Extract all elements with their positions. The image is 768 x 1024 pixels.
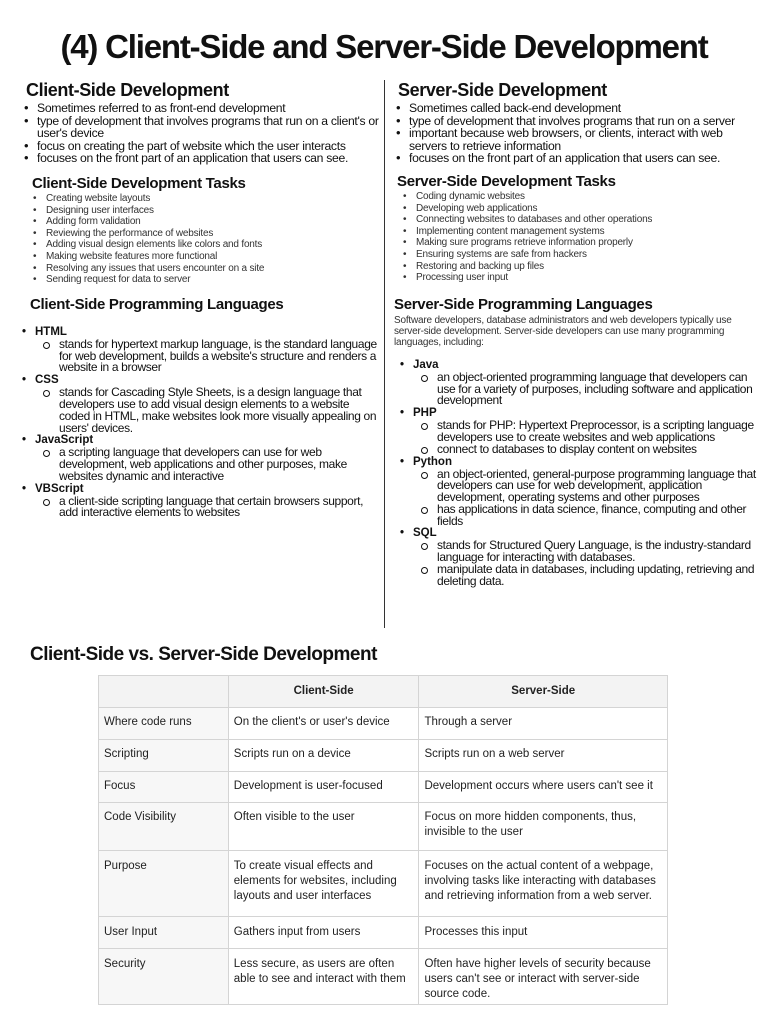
server-bullets xyxy=(394,102,760,165)
table-cell: Processes this input xyxy=(419,917,668,949)
list-item: • focuses on the front part of an application that users can see. xyxy=(394,152,760,165)
list-item: • Reviewing the performance of websites xyxy=(22,228,382,240)
list-item: an object-oriented, general-purpose programming language that developers can use for web development, application development, operating systems and other purposes xyxy=(400,469,760,504)
table-row xyxy=(99,772,668,803)
list-item: has applications in data science, finance, computing and other fields xyxy=(400,504,760,528)
header-cell: Client-Side xyxy=(228,676,419,708)
table-cell: Code Visibility xyxy=(99,803,229,851)
list-item: • Ensuring systems are safe from hackers xyxy=(392,249,760,261)
table-cell: Less secure, as users are often able to see and interact with them xyxy=(228,949,419,1005)
list-item: • focuses on the front part of an application that users can see. xyxy=(22,152,382,165)
server-side-column xyxy=(394,80,760,588)
lang-css-desc xyxy=(22,387,382,434)
list-item: • Adding visual design elements like colors and fonts xyxy=(22,239,382,251)
table-cell: User Input xyxy=(99,917,229,949)
server-tasks-heading: Server-Side Development Tasks xyxy=(397,172,616,190)
client-bullets xyxy=(22,102,382,165)
list-item: • important because web browsers, or clients, interact with web servers to retrieve information xyxy=(394,127,760,152)
list-item: stands for Cascading Style Sheets, is a design language that developers use to add visual design elements to a website coded in HTML, make websites look more visually appealing on users' devices. xyxy=(22,387,382,434)
list-item: • type of development that involves programs that run on a server xyxy=(394,115,760,128)
table-row xyxy=(99,708,668,740)
list-item: • Sending request for data to server xyxy=(22,274,382,286)
table-cell: Development is user-focused xyxy=(228,772,419,803)
table-cell: Scripts run on a device xyxy=(228,740,419,772)
list-item: • Developing web applications xyxy=(392,203,760,215)
lang-php: • PHP xyxy=(400,407,760,420)
column-divider xyxy=(384,80,385,628)
lang-html: • HTML xyxy=(22,326,382,339)
list-item: • Making sure programs retrieve information properly xyxy=(392,237,760,249)
lang-vbscript-desc xyxy=(22,493,382,520)
lang-sql-desc xyxy=(400,540,760,587)
server-tasks xyxy=(392,191,760,284)
list-item: a client-side scripting language that certain browsers support, add interactive elements to websites xyxy=(22,496,382,520)
list-item: • Implementing content management systems xyxy=(392,226,760,238)
list-item: an object-oriented programming language that developers can use for a variety of purposes, including software and application development xyxy=(400,372,760,407)
list-item: • focus on creating the part of website which the user interacts xyxy=(22,140,382,153)
server-heading: Server-Side Development xyxy=(398,80,607,100)
table-row xyxy=(99,851,668,917)
table-cell: Security xyxy=(99,949,229,1005)
list-item: connect to databases to display content on websites xyxy=(400,444,760,456)
lang-php-desc xyxy=(400,420,760,455)
table-cell: Scripts run on a web server xyxy=(419,740,668,772)
lang-java-desc xyxy=(400,369,760,408)
table-row xyxy=(99,917,668,949)
table-cell: Focus on more hidden components, thus, invisible to the user xyxy=(419,803,668,851)
lang-javascript: • JavaScript xyxy=(22,434,382,447)
server-lang-heading: Server-Side Programming Languages xyxy=(394,295,653,313)
list-item: • Sometimes called back-end development xyxy=(394,102,760,115)
table-header-row xyxy=(99,676,668,708)
list-item: • Sometimes referred to as front-end development xyxy=(22,102,382,115)
table-cell: Where code runs xyxy=(99,708,229,740)
table-cell: Focuses on the actual content of a webpage, involving tasks like interacting with databases and retrieving information from a web server. xyxy=(419,851,668,917)
list-item: • Adding form validation xyxy=(22,216,382,228)
list-item: • type of development that involves programs that run on a client's or user's device xyxy=(22,115,382,140)
list-item: • Coding dynamic websites xyxy=(392,191,760,203)
table-cell: Scripting xyxy=(99,740,229,772)
lang-python: • Python xyxy=(400,456,760,469)
client-tasks xyxy=(22,193,382,286)
server-lang-intro: Software developers, database administrators and web developers typically use server-side development. Server-side developers can use many programming languages, including: xyxy=(394,314,732,348)
lang-javascript-desc xyxy=(22,447,382,482)
list-item: stands for Structured Query Language, is the industry-standard language for interacting with databases. xyxy=(400,540,760,564)
list-item: stands for PHP: Hypertext Preprocessor, is a scripting language developers use to create websites and web applications xyxy=(400,420,760,444)
list-item: • Restoring and backing up files xyxy=(392,261,760,273)
table-row xyxy=(99,740,668,772)
list-item: • Making website features more functional xyxy=(22,251,382,263)
table-row xyxy=(99,949,668,1005)
header-cell xyxy=(99,676,229,708)
lang-sql: • SQL xyxy=(400,527,760,540)
list-item: • Connecting websites to databases and other operations xyxy=(392,214,760,226)
lang-html-desc xyxy=(22,336,382,375)
table-cell: Often have higher levels of security because users can't see or interact with server-side source code. xyxy=(419,949,668,1005)
table-cell: Development occurs where users can't see it xyxy=(419,772,668,803)
lang-java: • Java xyxy=(400,359,760,372)
lang-vbscript: • VBScript xyxy=(22,483,382,496)
client-languages xyxy=(22,326,382,520)
table-cell: To create visual effects and elements for websites, including layouts and user interfaces xyxy=(228,851,419,917)
list-item: • Designing user interfaces xyxy=(22,205,382,217)
page-title: (4) Client-Side and Server-Side Development xyxy=(60,28,708,65)
list-item: • Resolving any issues that users encounter on a site xyxy=(22,263,382,275)
table-cell: Purpose xyxy=(99,851,229,917)
client-lang-heading: Client-Side Programming Languages xyxy=(30,295,284,313)
lang-css: • CSS xyxy=(22,374,382,387)
table-cell: On the client's or user's device xyxy=(228,708,419,740)
list-item: • Creating website layouts xyxy=(22,193,382,205)
list-item: manipulate data in databases, including updating, retrieving and deleting data. xyxy=(400,564,760,588)
client-tasks-heading: Client-Side Development Tasks xyxy=(32,174,246,192)
list-item: • Processing user input xyxy=(392,272,760,284)
header-cell: Server-Side xyxy=(419,676,668,708)
client-heading: Client-Side Development xyxy=(26,80,229,100)
table-cell: Often visible to the user xyxy=(228,803,419,851)
list-item: stands for hypertext markup language, is the standard language for web development, builds a website's structure and renders a website in a browser xyxy=(22,339,382,374)
table-cell: Gathers input from users xyxy=(228,917,419,949)
list-item: a scripting language that developers can use for web development, web applications and other purposes, make websites dynamic and interactive xyxy=(22,447,382,482)
server-languages xyxy=(400,359,760,588)
client-side-column xyxy=(22,80,382,519)
comparison-title: Client-Side vs. Server-Side Development xyxy=(30,644,377,665)
table-row xyxy=(99,803,668,851)
comparison-table xyxy=(98,675,668,1005)
table-cell: Through a server xyxy=(419,708,668,740)
table-cell: Focus xyxy=(99,772,229,803)
lang-python-desc xyxy=(400,466,760,528)
